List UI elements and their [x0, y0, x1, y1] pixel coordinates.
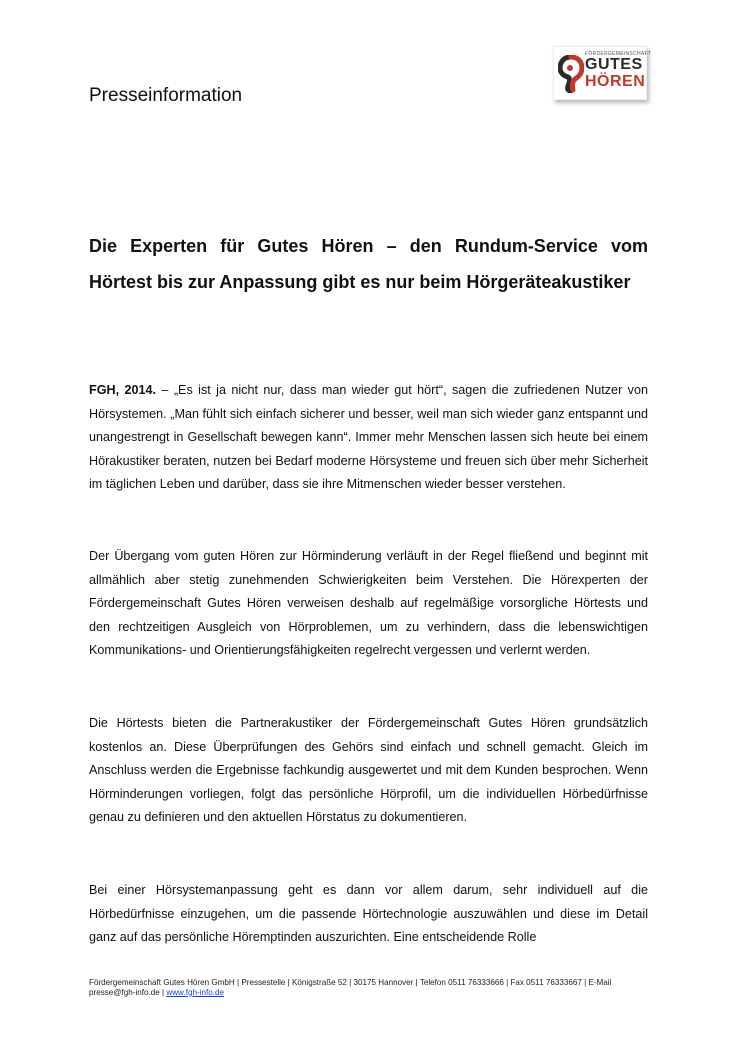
logo-word-gutes: GUTES	[585, 56, 643, 73]
ear-icon	[558, 55, 584, 93]
paragraph-4: Bei einer Hörsystemanpassung geht es dann vor allem darum, sehr individuell auf die Hörbedürfnisse einzugehen, um die passende Hörtechnologie auszuwählen und diese im Detail ganz auf das persönliche Höremptinden auszurichten. Eine entscheidende Rolle	[89, 883, 648, 945]
fgh-logo	[553, 46, 652, 100]
page-title: Presseinformation	[89, 85, 243, 106]
dateline: FGH, 2014.	[89, 383, 157, 397]
footer	[89, 978, 654, 998]
footer-website-link[interactable]: www.fgh-info.de	[166, 987, 224, 997]
paragraph-1-text: – „Es ist ja nicht nur, dass man wieder gut hört“, sagen die zufriedenen Nutzer von Hörsystemen. „Man fühlt sich einfach sicherer und besser, weil man sich wieder ganz entspannt und unangestrengt in Gesellschaft bewegen kann“. Immer mehr Menschen lassen sich heute bei einem Hörakustiker beraten, nutzen bei Bedarf moderne Hörsysteme und freuen sich über mehr Sicherheit im täglichen Leben und darüber, dass sie ihre Mitmenschen wieder besser verstehen.	[89, 383, 648, 492]
paragraph-2: Der Übergang vom guten Hören zur Hörminderung verläuft in der Regel fließend und beginnt mit allmählich aber stetig zunehmenden Schwierigkeiten beim Verstehen. Die Hörexperten der Fördergemeinschaft Gutes Hören verweisen deshalb auf regelmäßige vorsorgliche Hörtests und den rechtzeitigen Ausgleich von Hörproblemen, um zu verhindern, dass die lebenswichtigen Kommunikations- und Orientierungsfähigkeiten regelrecht vergessen und verlernt werden.	[89, 549, 648, 658]
paragraph-1	[89, 379, 648, 497]
paragraph-3: Die Hörtests bieten die Partnerakustiker der Fördergemeinschaft Gutes Hören grundsätzlich kostenlos an. Diese Überprüfungen des Gehörs sind einfach und schnell gemacht. Gleich im Anschluss werden die Ergebnisse fachkundig ausgewertet und mit dem Kunden besprochen. Wenn Hörminderungen vorliegen, folgt das persönliche Hörprofil, um die individuellen Hörbedürfnisse genau zu definieren und den aktuellen Hörstatus zu dokumentieren.	[89, 716, 648, 825]
headline: Die Experten für Gutes Hören – den Rundum-Service vom Hörtest bis zur Anpassung gibt es nur beim Hörgeräteakustiker	[89, 236, 648, 292]
logo-subtitle: FÖRDERGEMEINSCHAFT	[585, 51, 652, 57]
footer-contact-text: Fördergemeinschaft Gutes Hören GmbH | Pressestelle | Königstraße 52 | 30175 Hannover | Telefon 0511 76333666 | Fax 0511 76333667 | E-Mail presse@fgh-info.de |	[89, 978, 612, 997]
logo-word-hoeren: HÖREN	[585, 73, 646, 90]
